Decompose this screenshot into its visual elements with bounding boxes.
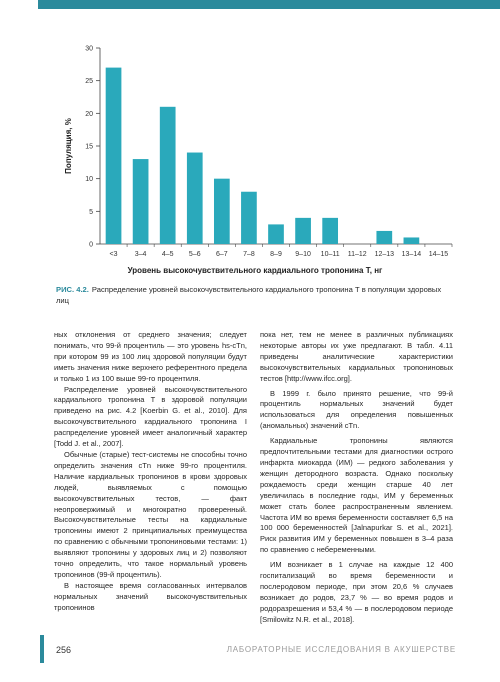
- bar: [322, 218, 338, 244]
- x-tick-label: 12–13: [374, 251, 395, 258]
- x-tick-label: 5–6: [188, 251, 201, 258]
- bar: [404, 237, 420, 244]
- x-tick-label: 11–12: [347, 251, 367, 258]
- x-tick-label: 14–15: [428, 251, 449, 258]
- y-tick-label: 15: [85, 143, 93, 151]
- paragraph: пока нет, тем не менее в различных публикациях некоторые авторы их уже предлагают. В табл. 4.11 приведены аналитические характеристики высокочувствительных кардиальных тропониновых тестов [http://www.ifcc.org].: [260, 330, 453, 383]
- paragraph: В настоящее время согласованных интервалов нормальных значений высокочувствительных тропонинов: [54, 580, 247, 612]
- footer-accent: [40, 635, 44, 663]
- bar: [241, 192, 257, 244]
- paragraph: Распределение уровней высокочувствительного кардиального тропонина Т в здоровой популяции приведено на рис. 4.2 [Koerbin G. et al., 2010]. Для высокочувствительного кардиального тропонина I распределение уровней имеет аналогичный характер [Todd J. et al., 2007].: [54, 384, 247, 449]
- bar: [106, 68, 122, 244]
- header-accent: [38, 0, 500, 9]
- paragraph: Кардиальные тропонины являются предпочтительными тестами для диагностики острого инфаркта миокарда (ИМ) — редкого заболевания у женщин детородного возраста. Однако поскольку рождаемость среди женщин старше 40 лет увеличилась в последние годы, ИМ у беременных может стать более распространенным явлением. Частота ИМ во время беременности составляет 6,5 на 100 000 беременностей [Jalnapurkar S. et al., 2021]. Риск развития ИМ у беременных повышен в 3–4 раза по сравнению с небеременными.: [260, 436, 453, 555]
- x-tick-label: 3–4: [134, 251, 147, 258]
- paragraph: ИМ возникает в 1 случае на каждые 12 400 госпитализаций во время беременности и послеродовом периоде, при этом 20,6 % случаев возникает до родов, 23,7 % — во время родов и родоразрешения и 53,4 % — в послеродовом периоде [Smilowitz N.R. et al., 2018].: [260, 560, 453, 624]
- x-tick-label: 8–9: [270, 251, 282, 258]
- bar: [133, 159, 149, 244]
- bar: [268, 224, 284, 244]
- bar: [214, 179, 230, 244]
- running-head: ЛАБОРАТОРНЫЕ ИССЛЕДОВАНИЯ В АКУШЕРСТВЕ: [226, 645, 456, 654]
- paragraph: ных отклонения от среднего значения; следует понимать, что 99-й процентиль — это уровень hs-cTn, при котором 99 из 100 лиц здоровой популяции будут иметь значения ниже верхнего референтного предела и только 1 из 100 выше 99-го процентиля.: [54, 330, 247, 383]
- y-tick-label: 0: [89, 241, 93, 249]
- y-tick-label: 30: [85, 45, 93, 53]
- bar: [295, 218, 311, 244]
- paragraph: В 1999 г. было принято решение, что 99-й процентиль нормальных значений будет использоваться для определения повышенных (аномальных) значений сTn.: [260, 388, 453, 431]
- page-number: 256: [56, 645, 72, 655]
- x-axis-label: Уровень высокочувствительного кардиального тропонина Т, нг: [127, 266, 383, 275]
- bar: [187, 153, 203, 244]
- bar: [376, 231, 392, 244]
- x-tick-label: 10–11: [320, 251, 340, 258]
- x-tick-label: 4–5: [161, 251, 174, 258]
- x-tick-label: 13–14: [401, 251, 422, 258]
- paragraph: Обычные (старые) тест-системы не способны точно определить значения сTn ниже 99-го процентиля. Наличие кардиальных тропонинов в крови здоровых людей, выявляемых с помощью высокочувствительных тестов, — факт неопровержимый и многократно проверенный. Высокочувствительные тесты на кардиальные тропонины имеют 2 принципиальных преимущества по сравнению с обычными тропониновыми тестами: 1) выявляют тропонины у здоровых лиц и 2) позволяют точно определить, что такое нормальный уровень тропонинов (99-й процентиль).: [54, 449, 247, 579]
- left-text-column: [54, 330, 247, 614]
- figure-caption: [56, 284, 456, 306]
- top-header-bar: [0, 0, 500, 14]
- y-axis-label: Популяция, %: [64, 118, 73, 174]
- figure-caption-text: Распределение уровней высокочувствительного кардиального тропонина Т в популяции здоровых лиц: [56, 285, 442, 305]
- right-text-column: [260, 330, 453, 626]
- bar: [160, 107, 176, 244]
- figure-label: РИС. 4.2.: [56, 285, 89, 294]
- y-tick-label: 20: [85, 110, 93, 118]
- x-tick-label: <3: [109, 251, 118, 258]
- x-tick-label: 6–7: [216, 251, 228, 258]
- x-tick-label: 7–8: [243, 251, 255, 258]
- y-tick-label: 10: [85, 176, 93, 184]
- y-tick-label: 5: [89, 208, 93, 216]
- x-tick-label: 9–10: [295, 251, 311, 258]
- bar-chart: [60, 36, 460, 276]
- y-tick-label: 25: [85, 78, 93, 86]
